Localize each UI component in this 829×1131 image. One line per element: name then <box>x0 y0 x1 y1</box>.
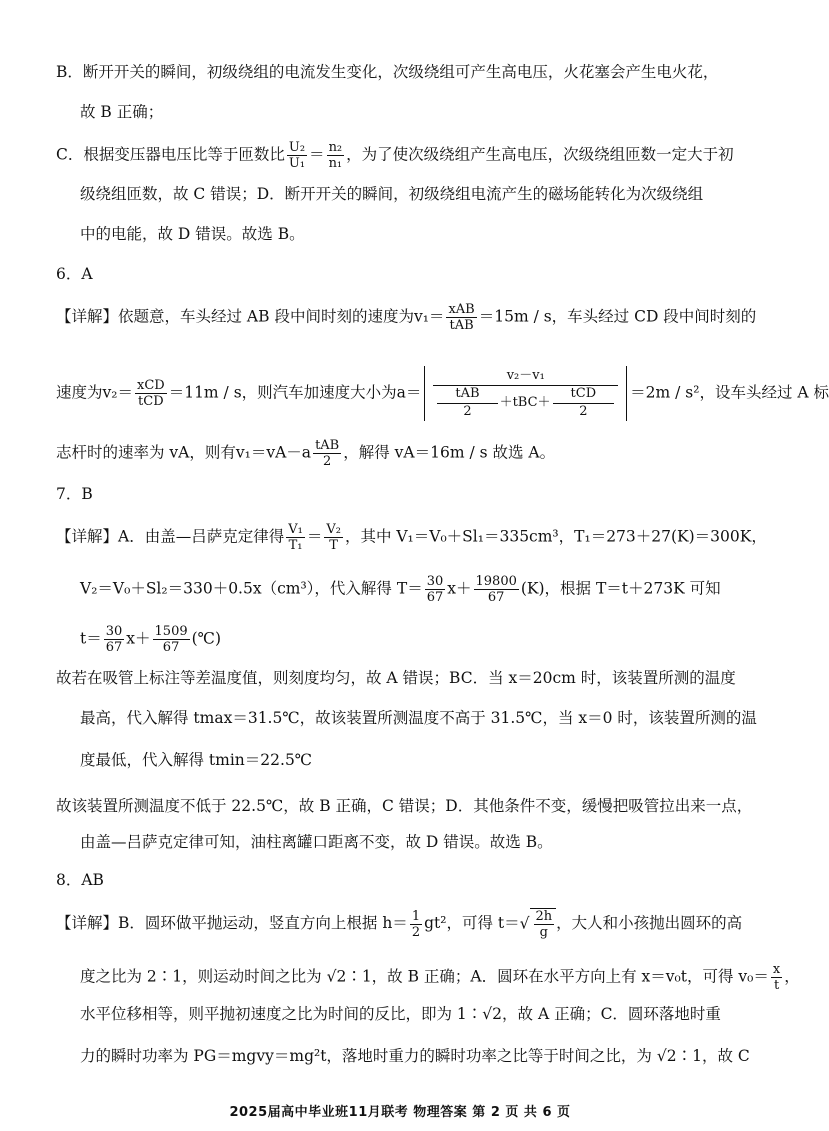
option-b-cont: 故 B 正确； <box>80 103 164 121</box>
fraction-1509-67: $\frac{1509}{67}$ <box>154 624 188 655</box>
fraction-x-over-t: $\frac{x}{t}$ <box>772 962 781 993</box>
page-footer: 2025届高中毕业班11月联考 物理答案 第 2 页 共 6 页 <box>229 1105 571 1120</box>
question-6-answer: 6．A <box>56 265 93 283</box>
option-c-cont2: 中的电能，故 D 错误。故选 B。 <box>80 225 305 243</box>
q7-detail-line8: 由盖—吕萨克定律可知，油柱离罐口距离不变，故 D 错误。故选 B。 <box>80 833 553 851</box>
fraction-19800-67: $\frac{19800}{67}$ <box>475 574 517 605</box>
fraction-one-half: $\frac{1}{2}$ <box>411 908 421 940</box>
v2-fraction: $\frac{\text{xCD}}{\text{tCD}}$ <box>137 378 165 409</box>
option-b-text: B．断开开关的瞬间，初级绕组的电流发生变化，次级绕组可产生高电压，火花塞会产生电火花， <box>56 63 719 81</box>
q8-detail-line3: 水平位移相等，则平抛初速度之比为时间的反比，即为 1∶√2，故 A 正确；C．圆环落地时重 <box>80 1005 721 1023</box>
voltage-ratio-fraction: $\frac{\text{U₂}}{\text{U₁}}$ <box>288 140 306 171</box>
q7-detail-line6: 度最低，代入解得 tmin＝22.5℃ <box>80 751 313 769</box>
v2-t-fraction: $\frac{\text{V₂}}{T}$ <box>326 522 341 553</box>
q6-detail-line2: 速度为v₂＝ $\frac{\text{xCD}}{\text{tCD}}$ ＝11m / s，则汽车加速度大小为a＝ v₂－v₁ $\frac{\text{tAB}}{2}$ ＋tBC＋ $\frac{\text{tCD}}{2}$ ＝2m / s²，设车头经过 A 标 <box>56 368 829 419</box>
q7-detail-line2: V₂＝V₀＋Sl₂＝330＋0.5x（cm³），代入解得 T＝ $\frac{30}{67}$ x＋ $\frac{19800}{67}$ (K)，根据 T＝t＋273K 可知 <box>80 574 721 605</box>
q6-detail-line1: 【详解】依题意，车头经过 AB 段中间时刻的速度为v₁＝ $\frac{\text{xAB}}{\text{tAB}}$ ＝15m / s，车头经过 CD 段中间时刻的 <box>56 302 757 333</box>
q8-detail-line4: 力的瞬时功率为 PG＝mgvy＝mg²t，落地时重力的瞬时功率之比等于时间之比，为 √2∶1，故 C <box>80 1047 750 1065</box>
option-c-line: C．根据变压器电压比等于匝数比 $\frac{\text{U₂}}{\text{U₁}}$ ＝ $\frac{\text{n₂}}{\text{n₁}}$ ，为了使次级绕组产生高电压，次级绕组匝数一定大于初 <box>56 140 734 171</box>
q7-detail-line1: 【详解】A．由盖—吕萨克定律得 $\frac{\text{V₁}}{\text{T₁}}$ ＝ $\frac{\text{V₂}}{T}$ ，其中 V₁＝V₀＋Sl₁＝335cm³，T₁＝273＋27(K)＝300K， <box>56 522 767 553</box>
q7-detail-line7: 故该装置所测温度不低于 22.5℃，故 B 正确，C 错误；D．其他条件不变，缓慢把吸管拉出来一点， <box>56 797 753 815</box>
turns-ratio-fraction: $\frac{\text{n₂}}{\text{n₁}}$ <box>328 140 343 171</box>
v1-fraction: $\frac{\text{xAB}}{\text{tAB}}$ <box>448 302 475 333</box>
v1-t1-fraction: $\frac{\text{V₁}}{\text{T₁}}$ <box>288 522 303 553</box>
tab-half-fraction: $\frac{\text{tAB}}{2}$ <box>315 438 340 469</box>
acceleration-abs-fraction: v₂－v₁ $\frac{\text{tAB}}{2}$ ＋tBC＋ $\frac{\text{tCD}}{2}$ <box>424 366 627 421</box>
q7-detail-line3: t＝ $\frac{30}{67}$ x＋ $\frac{1509}{67}$ (℃) <box>80 624 222 655</box>
q6-detail-line3: 志杆时的速率为 vA，则有v₁＝vA－a $\frac{\text{tAB}}{2}$ ，解得 vA＝16m / s 故选 A。 <box>56 438 556 469</box>
q8-detail-line1: 【详解】B．圆环做平抛运动，竖直方向上根据 h＝ $\frac{1}{2}$ gt²，可得 t＝√ $\frac{2h}{g}$ ，大人和小孩抛出圆环的高 <box>56 908 743 940</box>
option-c-cont1: 级绕组匝数，故 C 错误；D．断开开关的瞬间，初级绕组电流产生的磁场能转化为次级绕组 <box>80 185 704 203</box>
q8-detail-line2: 度之比为 2∶1，则运动时间之比为 √2∶1，故 B 正确；A．圆环在水平方向上有 x＝v₀t，可得 v₀＝ $\frac{x}{t}$ ， <box>80 962 800 993</box>
fraction-30-67: $\frac{30}{67}$ <box>426 574 444 605</box>
question-7-answer: 7．B <box>56 485 93 503</box>
sqrt-2h-over-g: √ $\frac{2h}{g}$ <box>520 908 557 940</box>
question-8-answer: 8．AB <box>56 871 104 889</box>
q7-detail-line4: 故若在吸管上标注等差温度值，则刻度均匀，故 A 错误；BC．当 x＝20cm 时，该装置所测的温度 <box>56 669 736 687</box>
q7-detail-line5: 最高，代入解得 tmax＝31.5℃，故该装置所测温度不高于 31.5℃，当 x＝0 时，该装置所测的温 <box>80 709 757 727</box>
fraction-30-67-b: $\frac{30}{67}$ <box>105 624 123 655</box>
